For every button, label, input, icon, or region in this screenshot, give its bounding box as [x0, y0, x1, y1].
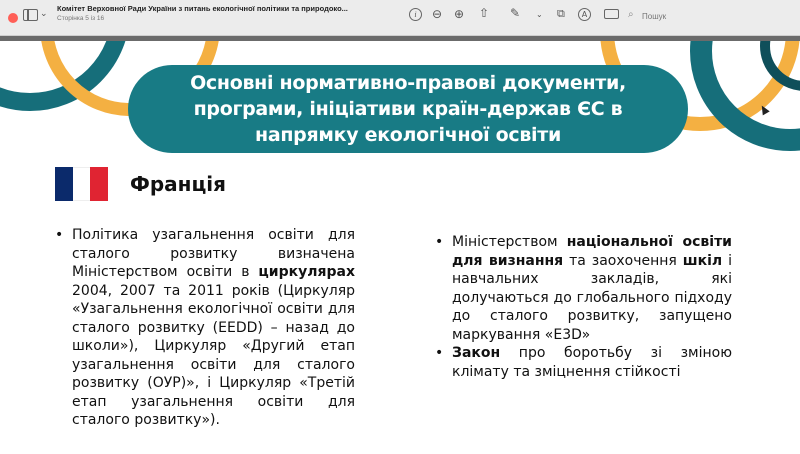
search-icon: ⌕ [628, 9, 634, 20]
annotate-icon[interactable]: A [578, 8, 591, 21]
slide-title: Основні нормативно-правові документи, програми, ініціативи країн-держав ЄС в напрямку екологічної освіти [190, 72, 626, 146]
page-indicator: Сторінка 5 із 16 [57, 15, 105, 22]
left-column [55, 226, 355, 430]
zoom-in-icon[interactable]: ⊕ [454, 7, 465, 21]
list-item: • Міністерством національної освіти для визнання та заохочення шкіл і навчальних закладів, які долучаються до глобального підходу до сталого розвитку, запущено маркування «E3D» [435, 233, 732, 344]
search-field[interactable] [628, 8, 718, 24]
chevron-down-icon[interactable]: ⌄ [40, 9, 48, 19]
slide-title-banner [128, 65, 688, 153]
right-column [435, 233, 732, 381]
zoom-out-icon[interactable]: ⊖ [432, 7, 443, 21]
redact-icon[interactable] [604, 9, 619, 19]
slide-page [0, 41, 800, 454]
info-icon[interactable]: i [409, 8, 422, 21]
document-title: Комітет Верховної Ради України з питань екологічної політики та природоко... [57, 4, 348, 13]
chevron-down-icon[interactable]: ⌄ [536, 10, 543, 19]
sidebar-toggle-icon[interactable] [23, 9, 38, 21]
list-item: • Закон про боротьбу зі зміною клімату та зміцнення стійкості [435, 344, 732, 381]
document-title-area [57, 4, 402, 22]
pdf-viewer-toolbar [0, 0, 800, 36]
france-flag-icon [55, 167, 108, 201]
share-icon[interactable]: ⇧ [479, 6, 490, 20]
search-input[interactable] [642, 8, 712, 24]
window-close-button[interactable] [8, 13, 18, 23]
country-heading: Франція [130, 172, 226, 196]
list-item: • Політика узагальнення освіти для сталого розвитку визначена Міністерством освіти в циркулярах 2004, 2007 та 2011 років (Циркуляр «Узагальнення екологічної освіти для сталого розвитку (EEDD) – назад до школи»), Циркуляр «Другий етап узагальнення освіти для сталого розвитку (ОУР)», і Циркуляр «Третій етап узагальнення освіти для сталого розвитку»). [55, 226, 355, 430]
markup-pen-icon[interactable]: ✎ [510, 6, 521, 20]
rotate-icon[interactable]: ⧉ [557, 7, 565, 20]
